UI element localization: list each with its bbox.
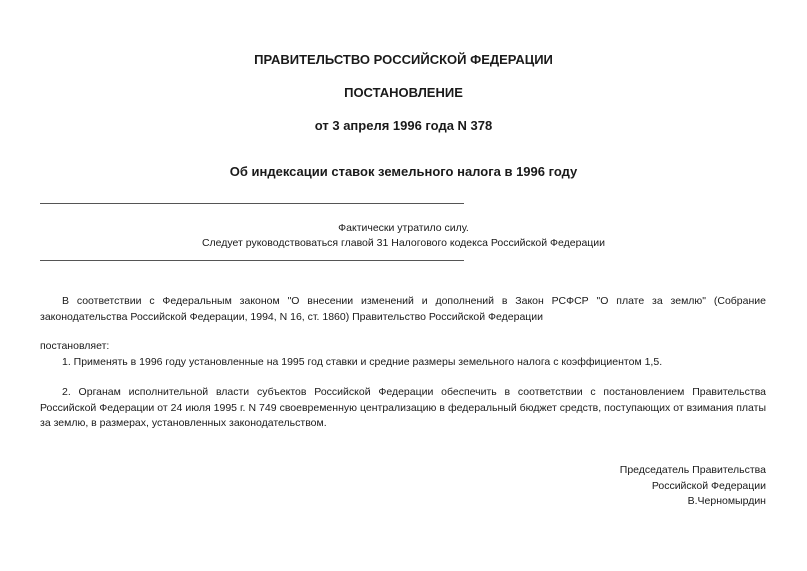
item-2-paragraph: 2. Органам исполнительной власти субъектов Российской Федерации обеспечить в соответствии с постановлением Правительства Российской Федерации от 24 июля 1995 г. N 749 своевременную централизацию в федеральный бюджет средств, поступающих от взимания платы за землю, в размерах, установленных законодательством. <box>40 386 766 429</box>
date-number-heading: от 3 апреля 1996 года N 378 <box>314 118 493 133</box>
preamble-paragraph: В соответствии с Федеральным законом "О внесении изменений и дополнений в Закон РСФСР "О плате за землю" (Собрание законодательства Российской Федерации, 1994, N 16, ст. 1860) Правительство Российской Федерации <box>40 295 766 323</box>
document-title: Об индексации ставок земельного налога в 1996 году <box>229 164 578 179</box>
decrees-word: постановляет: <box>40 340 110 352</box>
status-note-line1: Фактически утратило силу. <box>338 222 469 234</box>
government-heading: ПРАВИТЕЛЬСТВО РОССИЙСКОЙ ФЕДЕРАЦИИ <box>254 52 553 67</box>
signature-title-line1: Председатель Правительства <box>619 464 766 476</box>
item-1-paragraph: 1. Применять в 1996 году установленные на 1995 год ставки и средние размеры земельного налога с коэффициентом 1,5. <box>62 356 663 368</box>
status-note-line2: Следует руководствоваться главой 31 Налогового кодекса Российской Федерации <box>201 237 606 249</box>
document-type-heading: ПОСТАНОВЛЕНИЕ <box>344 85 463 100</box>
top-divider <box>40 203 464 204</box>
bottom-divider <box>40 260 464 261</box>
signature-name: В.Черномырдин <box>687 495 766 507</box>
signature-block <box>620 463 766 510</box>
signature-title-line2: Российской Федерации <box>651 479 766 492</box>
